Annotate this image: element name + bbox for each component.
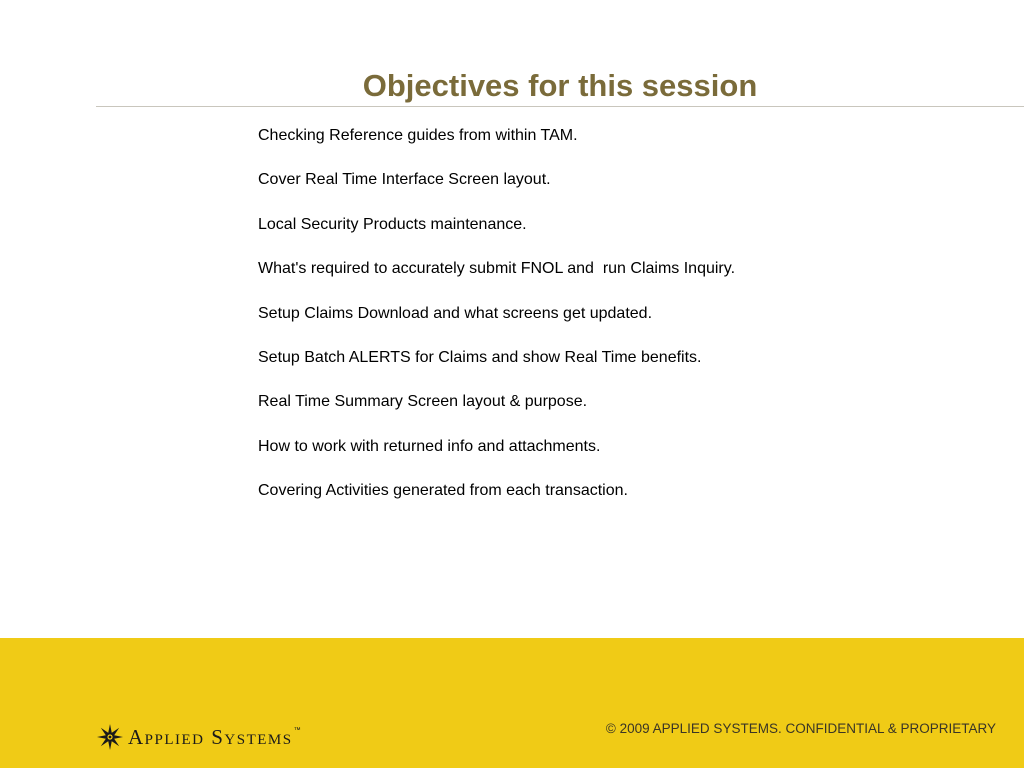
- applied-systems-logo: [96, 721, 301, 753]
- title-divider: [96, 106, 1024, 107]
- objective-item: Cover Real Time Interface Screen layout.: [258, 171, 551, 189]
- slide-title: Objectives for this session: [362, 68, 758, 103]
- objective-item: How to work with returned info and attachments.: [258, 437, 601, 455]
- objective-item: Covering Activities generated from each transaction.: [258, 482, 628, 500]
- objective-item: What's required to accurately submit FNOL and run Claims Inquiry.: [258, 260, 736, 278]
- copyright-notice: © 2009 APPLIED SYSTEMS. CONFIDENTIAL & PROPRIETARY: [605, 721, 996, 736]
- star-burst-icon: [96, 723, 124, 751]
- objective-item: Real Time Summary Screen layout & purpose.: [258, 393, 588, 411]
- objective-item: Setup Batch ALERTS for Claims and show Real Time benefits.: [258, 348, 702, 366]
- objective-item: Setup Claims Download and what screens get updated.: [258, 304, 653, 322]
- logo-wordmark: Applied Systems: [128, 725, 293, 749]
- trademark-mark: ™: [293, 726, 301, 734]
- objective-item: Checking Reference guides from within TAM.: [258, 127, 578, 144]
- objectives-list: [258, 124, 735, 524]
- objective-item: Local Security Products maintenance.: [258, 215, 527, 233]
